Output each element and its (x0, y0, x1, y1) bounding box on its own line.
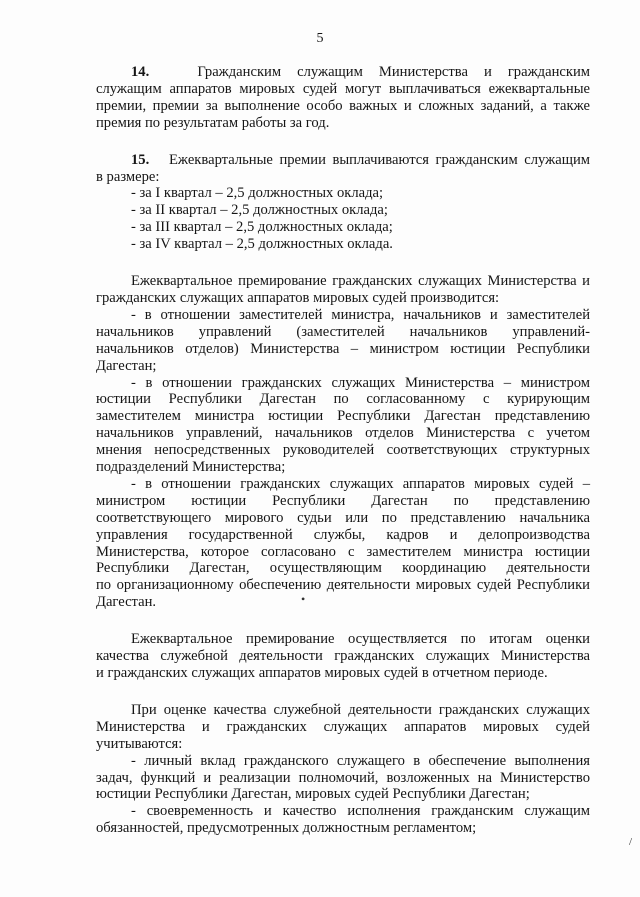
list-item: - за IV квартал – 2,5 должностных оклада. (131, 236, 393, 253)
text-line: - в отношении гражданских служащих Министерства – министром (131, 374, 590, 391)
document-body (96, 64, 590, 837)
text-line: и гражданских служащих аппаратов мировых судей в отчетном периоде. (96, 665, 548, 681)
text-line: При оценке качества служебной деятельности гражданских служащих (131, 701, 590, 718)
text-line: начальников управлений (заместителей начальников управлений- (96, 323, 590, 340)
text-line: обязанностей, предусмотренных должностным регламентом; (96, 820, 477, 837)
text-line: - в отношении заместителей министра, начальников и заместителей (131, 306, 590, 323)
text-line: управления государственной службы, кадров и делопроизводства (96, 526, 590, 543)
text-line: Министерства, которое согласовано с заместителем министра юстиции (96, 543, 590, 560)
text-line: подразделений Министерства; (96, 459, 286, 476)
paragraph-quarterly-bonus (96, 273, 590, 611)
scan-mark: / (629, 836, 633, 848)
item-number: 14. (131, 64, 150, 80)
scan-dot: • (301, 592, 306, 606)
page-number: 5 (316, 31, 324, 46)
text-line: качества служебной деятельности гражданских служащих Министерства (96, 648, 590, 665)
list-item: - за I квартал – 2,5 должностных оклада; (131, 185, 384, 202)
text-line: 15. Ежеквартальные премии выплачиваются гражданским служащим (131, 151, 590, 168)
text-line: премия по результатам работы за год. (96, 114, 330, 131)
item-number: 15. (131, 151, 150, 168)
text-line: служащим аппаратов мировых судей могут выплачиваться ежеквартальные (96, 80, 590, 97)
text-line: юстиции Республики Дагестан, мировых судей Республики Дагестан; (96, 786, 530, 803)
list-item: - за II квартал – 2,5 должностных оклада; (131, 202, 388, 219)
text-line: премии, премии за выполнение особо важных и сложных заданий, а также (96, 97, 590, 114)
paragraph-quality (96, 702, 590, 837)
text-line: начальников управлений, начальников отделов Министерства с учетом (96, 425, 590, 442)
text-line: учитываются: (96, 735, 183, 752)
paragraph-results (96, 631, 590, 682)
text-line: гражданских служащих аппаратов мировых судей производится: (96, 289, 500, 306)
paragraph-15 (96, 152, 590, 253)
text-line: Ежеквартальное премирование гражданских служащих Министерства и (131, 273, 590, 290)
text-line: в размере: (96, 168, 160, 185)
text-line: заместителем министра юстиции Республики Дагестан представлению (96, 408, 590, 425)
text-line: мнения непосредственных руководителей соответствующих структурных (96, 442, 590, 459)
text-line: Дагестан; (96, 357, 157, 374)
text-line: - личный вклад гражданского служащего в обеспечение выполнения (131, 752, 590, 769)
text-line: - своевременность и качество исполнения гражданским служащим (131, 803, 590, 820)
paragraph-14 (96, 64, 590, 132)
text-line: Дагестан. (96, 594, 157, 611)
text-line: - в отношении гражданских служащих аппаратов мировых судей – (131, 475, 590, 492)
text-line: задач, функций и реализации полномочий, возложенных на Министерство (96, 769, 590, 786)
text-line: по организационному обеспечению деятельности мировых судей Республики (96, 577, 590, 594)
text-line: министром юстиции Республики Дагестан по представлению (96, 492, 590, 509)
list-item: - за III квартал – 2,5 должностных оклада; (131, 219, 393, 236)
text-line: Министерства и гражданских служащих аппаратов мировых судей (96, 718, 590, 735)
text-line: юстиции Республики Дагестан по согласованному с курирующим (96, 391, 590, 408)
text-line: Республики Дагестан, осуществляющим координацию деятельности (96, 560, 590, 577)
text-line: Ежеквартальное премирование осуществляется по итогам оценки (131, 631, 590, 648)
text-line: начальников отделов) Министерства – министром юстиции Республики (96, 340, 590, 357)
text-line: соответствующего мирового судьи или по представлению начальника (96, 509, 590, 526)
text-line: 14. Гражданским служащим Министерства и гражданским (131, 64, 590, 80)
